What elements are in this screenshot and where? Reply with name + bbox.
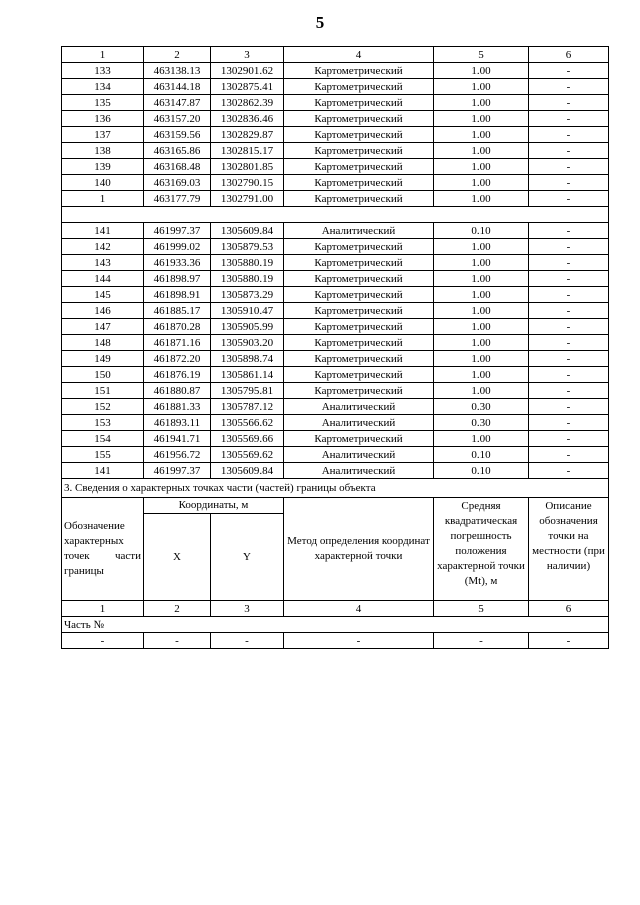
y-coordinate-cell: 1305898.74 (211, 351, 284, 367)
method-cell: Картометрический (284, 319, 434, 335)
method-cell: Аналитический (284, 447, 434, 463)
table-row (62, 143, 609, 159)
description-cell: - (529, 633, 609, 649)
point-number-cell: 155 (62, 447, 144, 463)
x-coordinate-cell: 463165.86 (144, 143, 211, 159)
y-coordinate-cell: 1305880.19 (211, 271, 284, 287)
error-cell: 0.30 (434, 415, 529, 431)
x-coordinate-cell: 461885.17 (144, 303, 211, 319)
section-column-number-row (62, 601, 609, 617)
method-cell: Картометрический (284, 191, 434, 207)
point-number-cell: 137 (62, 127, 144, 143)
description-cell: - (529, 271, 609, 287)
point-number-cell: 145 (62, 287, 144, 303)
description-cell: - (529, 319, 609, 335)
description-cell: - (529, 399, 609, 415)
y-coordinate-cell: 1305795.81 (211, 383, 284, 399)
table-row (62, 367, 609, 383)
header-y: Y (211, 514, 284, 601)
y-coordinate-cell: 1305861.14 (211, 367, 284, 383)
point-number-cell: 148 (62, 335, 144, 351)
x-coordinate-cell: 461893.11 (144, 415, 211, 431)
header-method: Метод определения координат характерной точки (284, 498, 434, 601)
separator-cell (62, 207, 609, 223)
table-row (62, 335, 609, 351)
error-cell: 0.10 (434, 223, 529, 239)
x-coordinate-cell: 461997.37 (144, 463, 211, 479)
point-number-cell: - (62, 633, 144, 649)
point-number-cell: 149 (62, 351, 144, 367)
column-number-cell: 1 (62, 47, 144, 63)
table-row (62, 383, 609, 399)
table-row (62, 319, 609, 335)
method-cell: Картометрический (284, 255, 434, 271)
description-cell: - (529, 175, 609, 191)
point-number-cell: 138 (62, 143, 144, 159)
table-row (62, 415, 609, 431)
x-coordinate-cell: 461881.33 (144, 399, 211, 415)
y-coordinate-cell: 1305787.12 (211, 399, 284, 415)
y-coordinate-cell: 1305569.62 (211, 447, 284, 463)
method-cell: Аналитический (284, 223, 434, 239)
page-number: 5 (315, 13, 325, 32)
column-number-row (62, 47, 609, 63)
y-coordinate-cell: 1305569.66 (211, 431, 284, 447)
column-number-cell: 4 (284, 47, 434, 63)
method-cell: Картометрический (284, 335, 434, 351)
error-cell: 1.00 (434, 143, 529, 159)
x-coordinate-cell: - (144, 633, 211, 649)
error-cell: 0.30 (434, 399, 529, 415)
method-cell: Картометрический (284, 239, 434, 255)
column-number-cell: 2 (144, 47, 211, 63)
point-number-cell: 153 (62, 415, 144, 431)
error-cell: 1.00 (434, 303, 529, 319)
error-cell: 1.00 (434, 351, 529, 367)
y-coordinate-cell: 1305873.29 (211, 287, 284, 303)
table-row (62, 175, 609, 191)
x-coordinate-cell: 463159.56 (144, 127, 211, 143)
error-cell: 1.00 (434, 191, 529, 207)
point-number-cell: 142 (62, 239, 144, 255)
description-cell: - (529, 111, 609, 127)
header-mean-error: Средняя квадратическая погрешность положения характерной точки (Mt), м (434, 498, 529, 601)
method-cell: Картометрический (284, 431, 434, 447)
point-number-cell: 152 (62, 399, 144, 415)
point-number-cell: 150 (62, 367, 144, 383)
error-cell: - (434, 633, 529, 649)
section-header-row (62, 498, 609, 514)
error-cell: 1.00 (434, 367, 529, 383)
error-cell: 1.00 (434, 255, 529, 271)
method-cell: Картометрический (284, 351, 434, 367)
x-coordinate-cell: 463177.79 (144, 191, 211, 207)
error-cell: 1.00 (434, 383, 529, 399)
y-coordinate-cell: 1302875.41 (211, 79, 284, 95)
description-cell: - (529, 383, 609, 399)
x-coordinate-cell: 461871.16 (144, 335, 211, 351)
error-cell: 1.00 (434, 111, 529, 127)
description-cell: - (529, 431, 609, 447)
point-number-cell: 154 (62, 431, 144, 447)
coordinates-table-body (62, 47, 609, 649)
column-number-cell: 5 (434, 47, 529, 63)
header-x: X (144, 514, 211, 601)
error-cell: 1.00 (434, 287, 529, 303)
x-coordinate-cell: 463169.03 (144, 175, 211, 191)
method-cell: Картометрический (284, 95, 434, 111)
description-cell: - (529, 463, 609, 479)
method-cell: Картометрический (284, 127, 434, 143)
error-cell: 1.00 (434, 239, 529, 255)
header-coordinates: Координаты, м (144, 498, 284, 514)
column-number-cell: 6 (529, 601, 609, 617)
description-cell: - (529, 191, 609, 207)
y-coordinate-cell: 1302862.39 (211, 95, 284, 111)
y-coordinate-cell: 1302801.85 (211, 159, 284, 175)
separator-row (62, 207, 609, 223)
x-coordinate-cell: 461870.28 (144, 319, 211, 335)
table-row (62, 239, 609, 255)
column-number-cell: 2 (144, 601, 211, 617)
description-cell: - (529, 335, 609, 351)
y-coordinate-cell: 1302791.00 (211, 191, 284, 207)
error-cell: 1.00 (434, 431, 529, 447)
description-cell: - (529, 255, 609, 271)
x-coordinate-cell: 461956.72 (144, 447, 211, 463)
table-row (62, 63, 609, 79)
section-title-row (62, 479, 609, 498)
x-coordinate-cell: 461880.87 (144, 383, 211, 399)
method-cell: Картометрический (284, 159, 434, 175)
y-coordinate-cell: 1305609.84 (211, 223, 284, 239)
table-row (62, 431, 609, 447)
description-cell: - (529, 79, 609, 95)
table-row (62, 255, 609, 271)
table-row (62, 95, 609, 111)
method-cell: Картометрический (284, 111, 434, 127)
description-cell: - (529, 127, 609, 143)
error-cell: 1.00 (434, 319, 529, 335)
description-cell: - (529, 63, 609, 79)
error-cell: 1.00 (434, 95, 529, 111)
point-number-cell: 141 (62, 223, 144, 239)
section-title: 3. Сведения о характерных точках части (частей) границы объекта (62, 479, 609, 498)
point-number-cell: 133 (62, 63, 144, 79)
description-cell: - (529, 367, 609, 383)
table-row (62, 303, 609, 319)
x-coordinate-cell: 463138.13 (144, 63, 211, 79)
method-cell: Картометрический (284, 287, 434, 303)
x-coordinate-cell: 463144.18 (144, 79, 211, 95)
description-cell: - (529, 287, 609, 303)
error-cell: 1.00 (434, 335, 529, 351)
error-cell: 1.00 (434, 175, 529, 191)
table-row (62, 463, 609, 479)
x-coordinate-cell: 461872.20 (144, 351, 211, 367)
error-cell: 0.10 (434, 463, 529, 479)
table-row (62, 223, 609, 239)
x-coordinate-cell: 461941.71 (144, 431, 211, 447)
method-cell: Аналитический (284, 415, 434, 431)
point-number-cell: 136 (62, 111, 144, 127)
method-cell: Аналитический (284, 463, 434, 479)
description-cell: - (529, 447, 609, 463)
method-cell: Картометрический (284, 303, 434, 319)
point-number-cell: 144 (62, 271, 144, 287)
method-cell: Картометрический (284, 175, 434, 191)
point-number-cell: 135 (62, 95, 144, 111)
x-coordinate-cell: 461876.19 (144, 367, 211, 383)
y-coordinate-cell: 1302815.17 (211, 143, 284, 159)
column-number-cell: 6 (529, 47, 609, 63)
y-coordinate-cell: 1305879.53 (211, 239, 284, 255)
y-coordinate-cell: 1305910.47 (211, 303, 284, 319)
point-number-cell: 147 (62, 319, 144, 335)
table-row (62, 287, 609, 303)
y-coordinate-cell: 1305566.62 (211, 415, 284, 431)
column-number-cell: 1 (62, 601, 144, 617)
y-coordinate-cell: 1305880.19 (211, 255, 284, 271)
y-coordinate-cell: 1302790.15 (211, 175, 284, 191)
x-coordinate-cell: 463168.48 (144, 159, 211, 175)
y-coordinate-cell: 1302829.87 (211, 127, 284, 143)
description-cell: - (529, 143, 609, 159)
table-row (62, 271, 609, 287)
method-cell: Картометрический (284, 271, 434, 287)
table-row (62, 351, 609, 367)
point-number-cell: 146 (62, 303, 144, 319)
part-label: Часть № (62, 617, 609, 633)
table-row (62, 79, 609, 95)
method-cell: Картометрический (284, 79, 434, 95)
y-coordinate-cell: 1302901.62 (211, 63, 284, 79)
x-coordinate-cell: 463157.20 (144, 111, 211, 127)
method-cell: Картометрический (284, 63, 434, 79)
y-coordinate-cell: 1305905.99 (211, 319, 284, 335)
description-cell: - (529, 239, 609, 255)
method-cell: Аналитический (284, 399, 434, 415)
table-row (62, 127, 609, 143)
y-coordinate-cell: 1305903.20 (211, 335, 284, 351)
point-number-cell: 140 (62, 175, 144, 191)
point-number-cell: 134 (62, 79, 144, 95)
description-cell: - (529, 223, 609, 239)
table-row (62, 159, 609, 175)
method-cell: Картометрический (284, 367, 434, 383)
point-number-cell: 151 (62, 383, 144, 399)
table-row (62, 447, 609, 463)
empty-data-row (62, 633, 609, 649)
error-cell: 1.00 (434, 159, 529, 175)
point-number-cell: 143 (62, 255, 144, 271)
y-coordinate-cell: 1302836.46 (211, 111, 284, 127)
x-coordinate-cell: 461999.02 (144, 239, 211, 255)
description-cell: - (529, 95, 609, 111)
point-number-cell: 141 (62, 463, 144, 479)
y-coordinate-cell: 1305609.84 (211, 463, 284, 479)
error-cell: 1.00 (434, 127, 529, 143)
error-cell: 1.00 (434, 79, 529, 95)
description-cell: - (529, 303, 609, 319)
part-label-row (62, 617, 609, 633)
y-coordinate-cell: - (211, 633, 284, 649)
error-cell: 1.00 (434, 271, 529, 287)
description-cell: - (529, 159, 609, 175)
column-number-cell: 3 (211, 601, 284, 617)
column-number-cell: 3 (211, 47, 284, 63)
column-number-cell: 4 (284, 601, 434, 617)
x-coordinate-cell: 463147.87 (144, 95, 211, 111)
header-point-designation: Обозначение характерных точек части границы (62, 498, 144, 601)
error-cell: 0.10 (434, 447, 529, 463)
x-coordinate-cell: 461898.91 (144, 287, 211, 303)
x-coordinate-cell: 461898.97 (144, 271, 211, 287)
method-cell: Картометрический (284, 143, 434, 159)
description-cell: - (529, 351, 609, 367)
description-cell: - (529, 415, 609, 431)
error-cell: 1.00 (434, 63, 529, 79)
x-coordinate-cell: 461997.37 (144, 223, 211, 239)
column-number-cell: 5 (434, 601, 529, 617)
point-number-cell: 139 (62, 159, 144, 175)
method-cell: - (284, 633, 434, 649)
table-row (62, 191, 609, 207)
table-row (62, 111, 609, 127)
table-row (62, 399, 609, 415)
x-coordinate-cell: 461933.36 (144, 255, 211, 271)
coordinates-table (61, 46, 609, 649)
point-number-cell: 1 (62, 191, 144, 207)
method-cell: Картометрический (284, 383, 434, 399)
header-description: Описание обозначения точки на местности (при наличии) (529, 498, 609, 601)
